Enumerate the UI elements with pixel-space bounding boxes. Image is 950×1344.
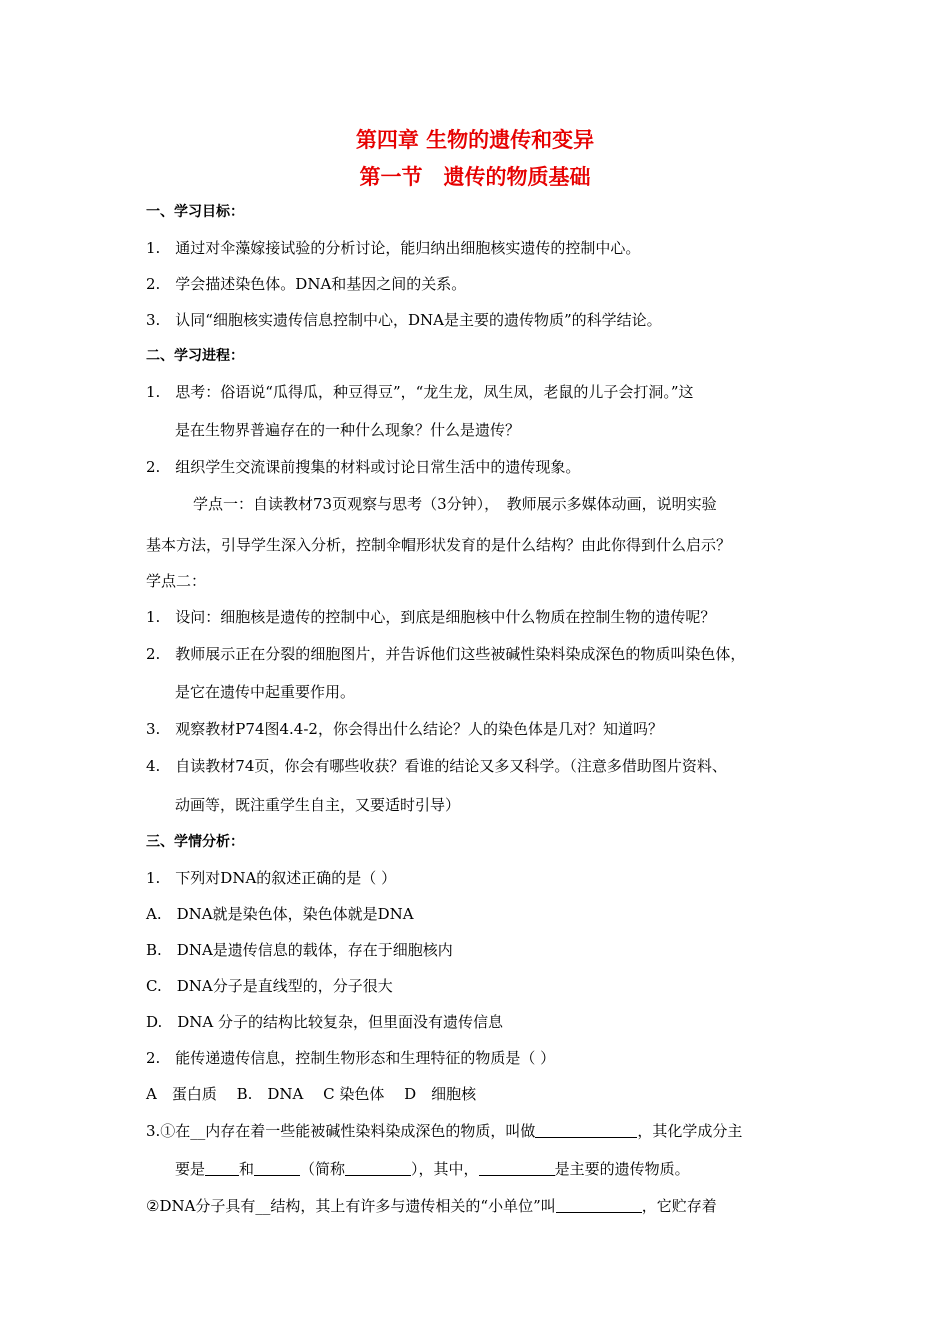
exercise-options-inline: A 蛋白质 B. DNA C 染色体 D 细胞核 bbox=[146, 1085, 477, 1103]
fill-blank-question bbox=[146, 1121, 742, 1141]
question-item: 2. 教师展示正在分裂的细胞图片，并告诉他们这些被碱性染料染成深色的物质叫染色体， bbox=[146, 645, 746, 663]
answer-blank[interactable] bbox=[345, 1160, 411, 1176]
answer-blank[interactable] bbox=[535, 1122, 637, 1138]
exercise-option: B. DNA是遗传信息的载体，存在于细胞核内 bbox=[146, 941, 453, 959]
fill-blank-text: ②DNA分子具有__结构，其上有许多与遗传相关的“小单位”叫 bbox=[146, 1197, 556, 1215]
fill-blank-text: 是主要的遗传物质。 bbox=[554, 1160, 690, 1178]
goal-item: 2. 学会描述染色体。DNA和基因之间的关系。 bbox=[146, 275, 467, 293]
goal-item: 3. 认同“细胞核实遗传信息控制中心，DNA是主要的遗传物质”的科学结论。 bbox=[146, 311, 662, 329]
fill-blank-text: 要是 bbox=[175, 1160, 206, 1178]
exercise-question: 1. 下列对DNA的叙述正确的是（ ） bbox=[146, 869, 397, 887]
question-item: 1. 设问：细胞核是遗传的控制中心，到底是细胞核中什么物质在控制生物的遗传呢？ bbox=[146, 608, 716, 626]
fill-blank-text: 3.①在__内存在着一些能被碱性染料染成深色的物质，叫做 bbox=[146, 1122, 536, 1140]
fill-blank-text: ，其化学成分主 bbox=[637, 1122, 743, 1140]
process-item-continued: 是在生物界普遍存在的一种什么现象？什么是遗传？ bbox=[175, 421, 521, 439]
goal-item: 1. 通过对伞藻嫁接试验的分析讨论，能归纳出细胞核实遗传的控制中心。 bbox=[146, 239, 641, 257]
question-item-continued: 动画等，既注重学生自主，又要适时引导） bbox=[175, 796, 461, 814]
section-title: 第一节 遗传的物质基础 bbox=[359, 165, 591, 189]
study-point-two: 学点二： bbox=[146, 572, 207, 590]
question-item: 3. 观察教材P74图4.4-2，你会得出什么结论？人的染色体是几对？知道吗？ bbox=[146, 720, 663, 738]
answer-blank[interactable] bbox=[556, 1197, 642, 1213]
fill-blank-text: （简称 bbox=[300, 1160, 346, 1178]
question-item-continued: 是它在遗传中起重要作用。 bbox=[175, 683, 356, 701]
fill-blank-text: ，它贮存着 bbox=[641, 1197, 717, 1215]
fill-blank-text: 和 bbox=[239, 1160, 255, 1178]
exercise-option: D. DNA 分子的结构比较复杂，但里面没有遗传信息 bbox=[146, 1013, 504, 1031]
answer-blank[interactable] bbox=[254, 1160, 300, 1176]
exercise-option: C. DNA分子是直线型的，分子很大 bbox=[146, 977, 393, 995]
fill-blank-question-continued bbox=[175, 1159, 690, 1179]
exercise-option: A. DNA就是染色体，染色体就是DNA bbox=[146, 905, 414, 923]
answer-blank[interactable] bbox=[479, 1160, 555, 1176]
study-point-one: 学点一：自读教材73页观察与思考（3分钟）， 教师展示多媒体动画，说明实验 bbox=[193, 495, 717, 513]
fill-blank-text: ），其中， bbox=[411, 1160, 479, 1178]
process-item: 1. 思考：俗语说“瓜得瓜，种豆得豆”，“龙生龙，凤生凤，老鼠的儿子会打洞。”这 bbox=[146, 383, 694, 401]
study-point-one-continued: 基本方法，引导学生深入分析，控制伞帽形状发育的是什么结构？由此你得到什么启示？ bbox=[146, 536, 732, 554]
answer-blank[interactable] bbox=[205, 1160, 239, 1176]
chapter-title: 第四章 生物的遗传和变异 bbox=[355, 128, 595, 152]
heading-learning-goals: 一、学习目标： bbox=[146, 204, 244, 220]
question-item: 4. 自读教材74页，你会有哪些收获？看谁的结论又多又科学。（注意多借助图片资料、 bbox=[146, 757, 727, 775]
heading-analysis: 三、学情分析： bbox=[146, 834, 244, 850]
heading-learning-process: 二、学习进程： bbox=[146, 348, 244, 364]
exercise-question: 2. 能传递遗传信息，控制生物形态和生理特征的物质是（ ） bbox=[146, 1049, 556, 1067]
fill-blank-question bbox=[146, 1196, 717, 1216]
process-item: 2. 组织学生交流课前搜集的材料或讨论日常生活中的遗传现象。 bbox=[146, 458, 581, 476]
